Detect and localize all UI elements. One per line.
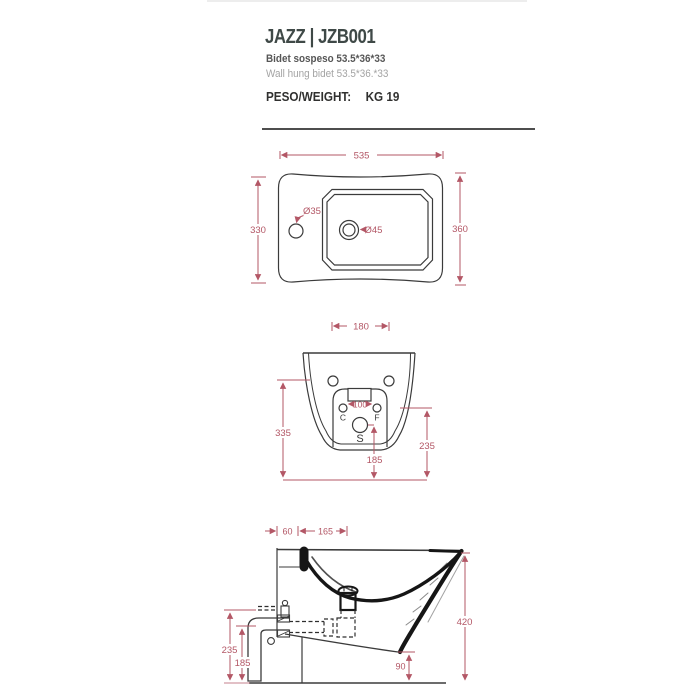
top-view-drawing xyxy=(246,151,472,286)
side-view-trap xyxy=(248,600,290,681)
label-drain: S xyxy=(356,433,364,445)
dim-total-height: 420 xyxy=(456,617,473,628)
p-trap-pipe xyxy=(248,618,289,681)
dim-cf-spacing: 100 xyxy=(352,399,368,410)
side-view-drawing xyxy=(218,526,477,683)
drain-hole-inner xyxy=(343,224,355,236)
tap-hole xyxy=(289,224,303,238)
dim-top-width: 535 xyxy=(353,150,370,162)
dim-right-height: 360 xyxy=(452,224,468,235)
dim-drain-offset: 165 xyxy=(317,526,334,537)
weight-value: KG 19 xyxy=(365,89,400,104)
drain-outlet-hole xyxy=(353,418,368,433)
product-subtitle-italian: Bidet sospeso 53.5*36*33 xyxy=(266,53,386,65)
dim-bv-left-height: 335 xyxy=(275,428,291,439)
dim-front-height: 90 xyxy=(395,661,406,672)
dim-tap-hole: Ø35 xyxy=(303,206,321,217)
dim-drain-hole: Ø45 xyxy=(364,225,383,236)
weight-label: PESO/WEIGHT: xyxy=(266,89,352,104)
valve-knob xyxy=(282,600,287,605)
top-view-outline xyxy=(279,174,443,282)
dim-trap-top-height: 235 xyxy=(221,645,238,656)
fixing-screw xyxy=(268,638,275,645)
bottom-view-drawing xyxy=(271,322,439,481)
product-title: JAZZ | JZB001 xyxy=(265,26,376,48)
dim-left-height: 330 xyxy=(250,225,266,236)
dim-bv-drain-bottom: 185 xyxy=(366,455,383,466)
hot-water-hole xyxy=(373,404,381,412)
mount-hole-right xyxy=(384,376,394,386)
bottom-view-dimensions xyxy=(271,322,439,481)
label-cold: C xyxy=(339,412,347,423)
dim-wall-offset: 60 xyxy=(282,526,293,537)
dim-bv-right-height: 235 xyxy=(419,441,435,452)
drain-hole-outer xyxy=(340,221,359,240)
product-subtitle-english: Wall hung bidet 53.5*36.*33 xyxy=(266,68,389,80)
cold-water-hole xyxy=(339,404,347,412)
side-view-concealed-pipes xyxy=(258,607,355,638)
label-hot: F xyxy=(374,412,380,423)
dim-outlet-height: 185 xyxy=(234,658,251,669)
dim-hole-spacing: 180 xyxy=(353,321,369,333)
mount-hole-left xyxy=(328,376,338,386)
